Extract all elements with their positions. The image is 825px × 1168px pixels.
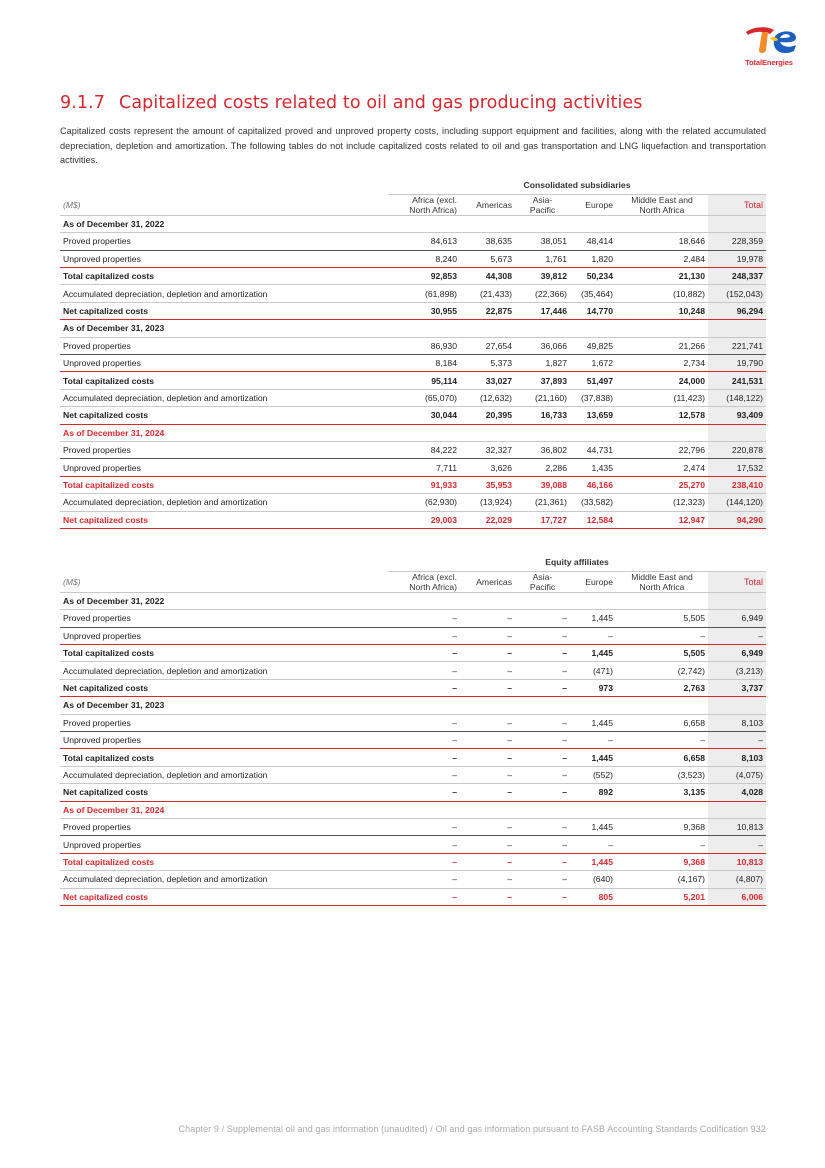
unit-label: (M$) bbox=[60, 571, 388, 592]
value-cell: – bbox=[515, 714, 570, 731]
value-cell: – bbox=[708, 732, 766, 749]
row-label: Net capitalized costs bbox=[60, 511, 388, 528]
table-row bbox=[60, 871, 766, 888]
col-africa: Africa (excl. North Africa) bbox=[388, 571, 460, 592]
value-cell: 32,327 bbox=[460, 441, 515, 458]
equity-affiliates-table bbox=[60, 554, 766, 906]
row-label: Accumulated depreciation, depletion and amortization bbox=[60, 766, 388, 783]
value-cell: (10,882) bbox=[616, 285, 708, 302]
table-row bbox=[60, 407, 766, 424]
value-cell: – bbox=[460, 645, 515, 662]
value-cell: 17,727 bbox=[515, 511, 570, 528]
value-cell: 1,445 bbox=[570, 714, 616, 731]
table-row bbox=[60, 372, 766, 389]
value-cell: 892 bbox=[570, 784, 616, 801]
value-cell: (4,167) bbox=[616, 871, 708, 888]
value-cell: – bbox=[570, 627, 616, 644]
group-header-row bbox=[60, 554, 766, 571]
value-cell: (65,070) bbox=[388, 389, 460, 406]
value-cell: (11,423) bbox=[616, 389, 708, 406]
value-cell: 2,734 bbox=[616, 355, 708, 372]
unit-label: (M$) bbox=[60, 194, 388, 215]
value-cell: – bbox=[460, 732, 515, 749]
table-row bbox=[60, 250, 766, 267]
value-cell: 39,088 bbox=[515, 476, 570, 493]
row-label: Unproved properties bbox=[60, 732, 388, 749]
value-cell: (4,075) bbox=[708, 766, 766, 783]
value-cell: 805 bbox=[570, 888, 616, 905]
value-cell: 3,626 bbox=[460, 459, 515, 476]
value-cell: 84,613 bbox=[388, 233, 460, 250]
group-title: Equity affiliates bbox=[388, 554, 766, 571]
section-title bbox=[60, 93, 643, 113]
table-row bbox=[60, 679, 766, 696]
value-cell: 6,949 bbox=[708, 645, 766, 662]
table-row bbox=[60, 268, 766, 285]
value-cell: (3,213) bbox=[708, 662, 766, 679]
row-label: Accumulated depreciation, depletion and amortization bbox=[60, 389, 388, 406]
row-label: Net capitalized costs bbox=[60, 679, 388, 696]
row-label: Accumulated depreciation, depletion and amortization bbox=[60, 662, 388, 679]
value-cell: 22,875 bbox=[460, 302, 515, 319]
col-middle-east: Middle East and North Africa bbox=[616, 571, 708, 592]
value-cell: 10,813 bbox=[708, 818, 766, 835]
value-cell: – bbox=[515, 679, 570, 696]
col-total: Total bbox=[708, 194, 766, 215]
row-label: Net capitalized costs bbox=[60, 302, 388, 319]
table-row bbox=[60, 836, 766, 853]
logo-wordmark: TotalEnergies bbox=[745, 58, 793, 67]
value-cell: 84,222 bbox=[388, 441, 460, 458]
value-cell: 10,813 bbox=[708, 853, 766, 870]
value-cell: 1,445 bbox=[570, 749, 616, 766]
value-cell: 4,028 bbox=[708, 784, 766, 801]
value-cell: – bbox=[388, 853, 460, 870]
value-cell: (21,160) bbox=[515, 389, 570, 406]
value-cell: 38,051 bbox=[515, 233, 570, 250]
col-africa: Africa (excl. North Africa) bbox=[388, 194, 460, 215]
table-row bbox=[60, 645, 766, 662]
value-cell: 5,373 bbox=[460, 355, 515, 372]
value-cell: 1,827 bbox=[515, 355, 570, 372]
value-cell: 6,949 bbox=[708, 610, 766, 627]
row-label: Net capitalized costs bbox=[60, 407, 388, 424]
value-cell: 49,825 bbox=[570, 337, 616, 354]
value-cell: 29,003 bbox=[388, 511, 460, 528]
page-footer: Chapter 9 / Supplemental oil and gas information (unaudited) / Oil and gas information pursuant to FASB Accounting Standards Codification 932 bbox=[178, 1124, 766, 1134]
value-cell: 8,184 bbox=[388, 355, 460, 372]
value-cell: 95,114 bbox=[388, 372, 460, 389]
period-label: As of December 31, 2023 bbox=[60, 320, 388, 337]
value-cell: 30,044 bbox=[388, 407, 460, 424]
value-cell: 3,737 bbox=[708, 679, 766, 696]
table-row bbox=[60, 853, 766, 870]
period-label: As of December 31, 2024 bbox=[60, 424, 388, 441]
table-row bbox=[60, 494, 766, 511]
value-cell: 13,659 bbox=[570, 407, 616, 424]
section-title-text: Capitalized costs related to oil and gas producing activities bbox=[119, 93, 643, 113]
value-cell: (148,122) bbox=[708, 389, 766, 406]
value-cell: 10,248 bbox=[616, 302, 708, 319]
value-cell: 7,711 bbox=[388, 459, 460, 476]
value-cell: – bbox=[616, 732, 708, 749]
value-cell: 5,505 bbox=[616, 645, 708, 662]
value-cell: 22,796 bbox=[616, 441, 708, 458]
col-americas: Americas bbox=[460, 194, 515, 215]
value-cell: 92,853 bbox=[388, 268, 460, 285]
value-cell: – bbox=[616, 627, 708, 644]
value-cell: 44,731 bbox=[570, 441, 616, 458]
value-cell: – bbox=[460, 871, 515, 888]
value-cell: 48,414 bbox=[570, 233, 616, 250]
value-cell: 5,505 bbox=[616, 610, 708, 627]
row-label: Total capitalized costs bbox=[60, 645, 388, 662]
value-cell: 2,484 bbox=[616, 250, 708, 267]
col-europe: Europe bbox=[570, 571, 616, 592]
table-row bbox=[60, 355, 766, 372]
table-row bbox=[60, 511, 766, 528]
value-cell: 228,359 bbox=[708, 233, 766, 250]
row-label: Unproved properties bbox=[60, 836, 388, 853]
value-cell: (144,120) bbox=[708, 494, 766, 511]
value-cell: – bbox=[460, 627, 515, 644]
group-header-row bbox=[60, 177, 766, 194]
table-row bbox=[60, 766, 766, 783]
row-label: Net capitalized costs bbox=[60, 888, 388, 905]
period-header-row bbox=[60, 801, 766, 818]
value-cell: 8,240 bbox=[388, 250, 460, 267]
value-cell: – bbox=[388, 662, 460, 679]
table-row bbox=[60, 784, 766, 801]
row-label: Accumulated depreciation, depletion and amortization bbox=[60, 494, 388, 511]
value-cell: – bbox=[460, 888, 515, 905]
period-header-row bbox=[60, 592, 766, 609]
value-cell: 9,368 bbox=[616, 853, 708, 870]
value-cell: 39,812 bbox=[515, 268, 570, 285]
section-number: 9.1.7 bbox=[60, 93, 106, 113]
value-cell: 94,290 bbox=[708, 511, 766, 528]
table-row bbox=[60, 610, 766, 627]
value-cell: (471) bbox=[570, 662, 616, 679]
table-row bbox=[60, 389, 766, 406]
value-cell: 24,000 bbox=[616, 372, 708, 389]
value-cell: – bbox=[515, 871, 570, 888]
period-header-row bbox=[60, 697, 766, 714]
value-cell: 8,103 bbox=[708, 749, 766, 766]
value-cell: – bbox=[460, 610, 515, 627]
period-header-row bbox=[60, 320, 766, 337]
col-total: Total bbox=[708, 571, 766, 592]
value-cell: – bbox=[708, 836, 766, 853]
value-cell: (62,930) bbox=[388, 494, 460, 511]
value-cell: 86,930 bbox=[388, 337, 460, 354]
value-cell: – bbox=[460, 679, 515, 696]
value-cell: (12,632) bbox=[460, 389, 515, 406]
value-cell: 2,474 bbox=[616, 459, 708, 476]
col-americas: Americas bbox=[460, 571, 515, 592]
table-row bbox=[60, 627, 766, 644]
value-cell: – bbox=[388, 784, 460, 801]
value-cell: 5,673 bbox=[460, 250, 515, 267]
value-cell: 38,635 bbox=[460, 233, 515, 250]
value-cell: 1,445 bbox=[570, 610, 616, 627]
row-label: Proved properties bbox=[60, 441, 388, 458]
row-label: Total capitalized costs bbox=[60, 853, 388, 870]
value-cell: (22,366) bbox=[515, 285, 570, 302]
value-cell: 22,029 bbox=[460, 511, 515, 528]
value-cell: 9,368 bbox=[616, 818, 708, 835]
group-title: Consolidated subsidiaries bbox=[388, 177, 766, 194]
col-asia-pacific: Asia- Pacific bbox=[515, 194, 570, 215]
value-cell: – bbox=[515, 784, 570, 801]
value-cell: 36,066 bbox=[515, 337, 570, 354]
value-cell: (21,361) bbox=[515, 494, 570, 511]
value-cell: – bbox=[388, 714, 460, 731]
value-cell: – bbox=[616, 836, 708, 853]
table-row bbox=[60, 337, 766, 354]
value-cell: – bbox=[460, 749, 515, 766]
value-cell: 248,337 bbox=[708, 268, 766, 285]
column-header-row bbox=[60, 194, 766, 215]
value-cell: – bbox=[515, 836, 570, 853]
value-cell: – bbox=[460, 818, 515, 835]
value-cell: 91,933 bbox=[388, 476, 460, 493]
row-label: Unproved properties bbox=[60, 250, 388, 267]
table-row bbox=[60, 233, 766, 250]
value-cell: (35,464) bbox=[570, 285, 616, 302]
value-cell: 973 bbox=[570, 679, 616, 696]
value-cell: 12,584 bbox=[570, 511, 616, 528]
value-cell: – bbox=[515, 645, 570, 662]
value-cell: 1,445 bbox=[570, 853, 616, 870]
value-cell: (552) bbox=[570, 766, 616, 783]
value-cell: 1,761 bbox=[515, 250, 570, 267]
value-cell: – bbox=[515, 818, 570, 835]
value-cell: 17,446 bbox=[515, 302, 570, 319]
table-row bbox=[60, 888, 766, 905]
value-cell: 1,435 bbox=[570, 459, 616, 476]
value-cell: – bbox=[388, 732, 460, 749]
value-cell: 36,802 bbox=[515, 441, 570, 458]
table-row bbox=[60, 749, 766, 766]
value-cell: 6,658 bbox=[616, 749, 708, 766]
value-cell: – bbox=[515, 662, 570, 679]
period-label: As of December 31, 2023 bbox=[60, 697, 388, 714]
row-label: Proved properties bbox=[60, 337, 388, 354]
logo-mark-icon bbox=[740, 22, 800, 56]
value-cell: 16,733 bbox=[515, 407, 570, 424]
value-cell: – bbox=[460, 784, 515, 801]
value-cell: 17,532 bbox=[708, 459, 766, 476]
col-asia-pacific: Asia- Pacific bbox=[515, 571, 570, 592]
value-cell: (4,807) bbox=[708, 871, 766, 888]
value-cell: – bbox=[460, 714, 515, 731]
value-cell: – bbox=[515, 627, 570, 644]
period-header-row bbox=[60, 424, 766, 441]
value-cell: – bbox=[460, 836, 515, 853]
row-label: Proved properties bbox=[60, 714, 388, 731]
value-cell: 21,266 bbox=[616, 337, 708, 354]
value-cell: 1,445 bbox=[570, 645, 616, 662]
value-cell: – bbox=[570, 732, 616, 749]
table-row bbox=[60, 818, 766, 835]
value-cell: (33,582) bbox=[570, 494, 616, 511]
col-middle-east: Middle East and North Africa bbox=[616, 194, 708, 215]
period-header-row bbox=[60, 215, 766, 232]
value-cell: (37,838) bbox=[570, 389, 616, 406]
value-cell: – bbox=[388, 766, 460, 783]
row-label: Total capitalized costs bbox=[60, 749, 388, 766]
value-cell: 241,531 bbox=[708, 372, 766, 389]
value-cell: 46,166 bbox=[570, 476, 616, 493]
value-cell: 19,790 bbox=[708, 355, 766, 372]
value-cell: – bbox=[515, 766, 570, 783]
value-cell: 5,201 bbox=[616, 888, 708, 905]
value-cell: 220,878 bbox=[708, 441, 766, 458]
value-cell: 50,234 bbox=[570, 268, 616, 285]
value-cell: – bbox=[388, 888, 460, 905]
value-cell: 96,294 bbox=[708, 302, 766, 319]
row-label: Net capitalized costs bbox=[60, 784, 388, 801]
value-cell: – bbox=[515, 732, 570, 749]
value-cell: 238,410 bbox=[708, 476, 766, 493]
period-label: As of December 31, 2022 bbox=[60, 215, 388, 232]
value-cell: 3,135 bbox=[616, 784, 708, 801]
table-row bbox=[60, 302, 766, 319]
value-cell: – bbox=[460, 766, 515, 783]
totalenergies-logo bbox=[734, 22, 804, 68]
value-cell: – bbox=[515, 853, 570, 870]
row-label: Accumulated depreciation, depletion and amortization bbox=[60, 871, 388, 888]
value-cell: – bbox=[388, 627, 460, 644]
period-label: As of December 31, 2024 bbox=[60, 801, 388, 818]
value-cell: – bbox=[388, 610, 460, 627]
row-label: Unproved properties bbox=[60, 459, 388, 476]
period-label: As of December 31, 2022 bbox=[60, 592, 388, 609]
value-cell: 1,672 bbox=[570, 355, 616, 372]
value-cell: 44,308 bbox=[460, 268, 515, 285]
value-cell: – bbox=[515, 610, 570, 627]
value-cell: (2,742) bbox=[616, 662, 708, 679]
value-cell: 93,409 bbox=[708, 407, 766, 424]
table-row bbox=[60, 732, 766, 749]
value-cell: (13,924) bbox=[460, 494, 515, 511]
value-cell: – bbox=[388, 749, 460, 766]
value-cell: – bbox=[460, 662, 515, 679]
value-cell: 21,130 bbox=[616, 268, 708, 285]
table-row bbox=[60, 714, 766, 731]
value-cell: 8,103 bbox=[708, 714, 766, 731]
value-cell: 20,395 bbox=[460, 407, 515, 424]
value-cell: 35,953 bbox=[460, 476, 515, 493]
row-label: Proved properties bbox=[60, 818, 388, 835]
value-cell: 12,578 bbox=[616, 407, 708, 424]
value-cell: 221,741 bbox=[708, 337, 766, 354]
value-cell: (61,898) bbox=[388, 285, 460, 302]
value-cell: – bbox=[388, 836, 460, 853]
value-cell: 6,006 bbox=[708, 888, 766, 905]
value-cell: 25,270 bbox=[616, 476, 708, 493]
value-cell: (3,523) bbox=[616, 766, 708, 783]
value-cell: – bbox=[515, 888, 570, 905]
table-row bbox=[60, 459, 766, 476]
value-cell: 6,658 bbox=[616, 714, 708, 731]
value-cell: – bbox=[388, 818, 460, 835]
value-cell: (152,043) bbox=[708, 285, 766, 302]
value-cell: – bbox=[388, 645, 460, 662]
row-label: Unproved properties bbox=[60, 627, 388, 644]
row-label: Total capitalized costs bbox=[60, 476, 388, 493]
intro-paragraph: Capitalized costs represent the amount of capitalized proved and unproved property costs, including support equipment and facilities, along with the related accumulated depreciation, depletion and amortization. The following tables do not include capitalized costs related to oil and gas transportation and LNG liquefaction and transportation activities. bbox=[60, 126, 766, 166]
value-cell: 12,947 bbox=[616, 511, 708, 528]
row-label: Total capitalized costs bbox=[60, 268, 388, 285]
value-cell: (21,433) bbox=[460, 285, 515, 302]
table-row bbox=[60, 662, 766, 679]
value-cell: 19,978 bbox=[708, 250, 766, 267]
row-label: Unproved properties bbox=[60, 355, 388, 372]
table-row bbox=[60, 441, 766, 458]
table-row bbox=[60, 285, 766, 302]
value-cell: (640) bbox=[570, 871, 616, 888]
table-row bbox=[60, 476, 766, 493]
value-cell: 30,955 bbox=[388, 302, 460, 319]
value-cell: 33,027 bbox=[460, 372, 515, 389]
row-label: Proved properties bbox=[60, 233, 388, 250]
value-cell: – bbox=[570, 836, 616, 853]
row-label: Accumulated depreciation, depletion and amortization bbox=[60, 285, 388, 302]
value-cell: – bbox=[460, 853, 515, 870]
value-cell: 1,445 bbox=[570, 818, 616, 835]
value-cell: 18,646 bbox=[616, 233, 708, 250]
value-cell: – bbox=[515, 749, 570, 766]
row-label: Proved properties bbox=[60, 610, 388, 627]
value-cell: 2,763 bbox=[616, 679, 708, 696]
value-cell: 51,497 bbox=[570, 372, 616, 389]
value-cell: – bbox=[388, 679, 460, 696]
value-cell: 1,820 bbox=[570, 250, 616, 267]
value-cell: 14,770 bbox=[570, 302, 616, 319]
value-cell: – bbox=[388, 871, 460, 888]
value-cell: 37,893 bbox=[515, 372, 570, 389]
column-header-row bbox=[60, 571, 766, 592]
row-label: Total capitalized costs bbox=[60, 372, 388, 389]
value-cell: – bbox=[708, 627, 766, 644]
value-cell: 27,654 bbox=[460, 337, 515, 354]
col-europe: Europe bbox=[570, 194, 616, 215]
value-cell: (12,323) bbox=[616, 494, 708, 511]
consolidated-subsidiaries-table bbox=[60, 177, 766, 529]
value-cell: 2,286 bbox=[515, 459, 570, 476]
